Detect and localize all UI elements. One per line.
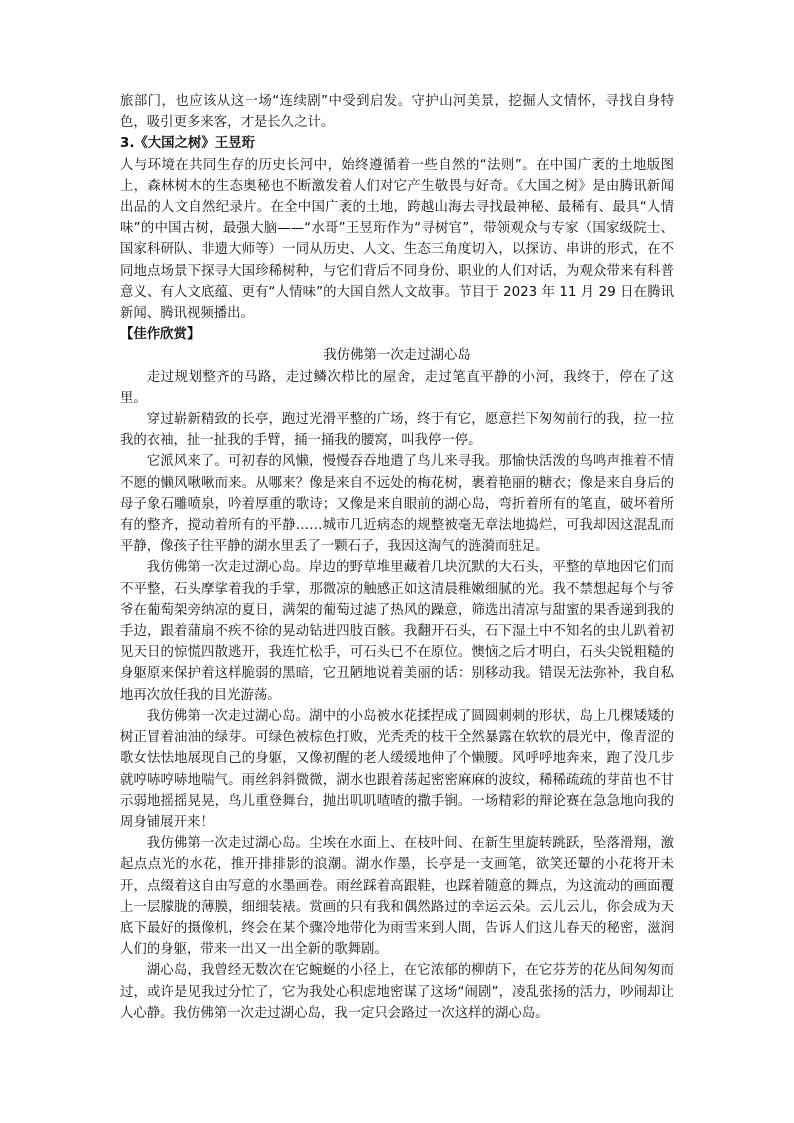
article-paragraph: 穿过崭新精致的长亭，跑过光滑平整的广场，终于有它，愿意拦下匆匆前行的我，拉一拉我的衣袖，扯一扯我的手臂，捅一捅我的腰窝，叫我停一停。: [120, 412, 674, 449]
article-paragraph: 我仿佛第一次走过湖心岛。尘埃在水面上、在枝叶间、在新生里旋转跳跃，坠落滑翔，激起点点光的水花，推开排排影的浪潮。湖水作墨，长亭是一支画笔，欲笑还颦的小花将开未开，点缀着这自由写意的水墨画卷。雨丝踩着高跟鞋，也踩着随意的舞点，为这流动的画面覆上一层朦胧的薄膜，细细装裱。赏画的只有我和偶然路过的幸运云朵。云儿云儿，你会成为天底下最好的摄像机，终会在某个骤冷地带化为雨雪来到人間，告诉人们这儿春天的秘密，滋润人们的身躯，带来一出又一出全新的歌舞剧。: [120, 836, 674, 958]
article-paragraph: 湖心岛，我曾经无数次在它蜿蜒的小径上，在它浓郁的柳荫下，在它芬芳的花丛间匆匆而过，或许是见我过分忙了，它为我处心积虑地密谋了这场“闹剧”，凌乱张扬的活力，吵闹却让人心静。我仿佛第一次走过湖心岛，我一定只会路过一次这样的湖心岛。: [120, 963, 674, 1021]
section-3-body: 人与环境在共同生存的历史长河中，始终遵循着一些自然的“法则”。在中国广袤的土地版图上，森林树木的生态奥秘也不断激发着人们对它产生敬畏与好奇。《大国之树》是由腾讯新闻出品的人文自然纪录片。在全中国广袤的土地，跨越山海去寻找最神秘、最稀有、最具“人情味”的中国古树，最强大脑——“水哥”王昱珩作为“寻树官”，带领观众与专家（国家级院士、国家科研队、非遗大师等）一同从历史、人文、生态三角度切入，以探访、串讲的形式，在不同地点场景下探寻大国珍稀树种，与它们背后不同身份、职业的人们对话，为观众带来有科普意义、有人文底蕴、更有“人情味”的大国自然人文故事。节目于 2023 年 11 月 29 日在腾讯新闻、腾讯视频播出。: [120, 157, 674, 322]
appreciation-heading: 【佳作欣赏】: [120, 327, 201, 343]
article-paragraph: 走过规划整齐的马路，走过鳞次栉比的屋舍，走过笔直平静的小河，我终于，停在了这里。: [120, 369, 674, 406]
section-3-heading: 3.《大国之树》王昱珩: [120, 136, 255, 152]
article-paragraph: 我仿佛第一次走过湖心岛。湖中的小岛被水花揉捏成了圆圆刺刺的形状，岛上几棵矮矮的树正冒着油油的绿芽。可绿色被棕色打败，光秃秃的枝干全然暴露在软软的晨光中，像青涩的歌女怯怯地展现自己的身躯，又像初醒的老人缓缓地伸了个懒腰。风呼呼地奔来，跑了没几步就哼哧哼哧地喘气。雨丝斜斜微微，湖水也跟着荡起密密麻麻的波纹，稀稀疏疏的芽苗也不甘示弱地摇摇晃晃，鸟儿重登舞台，抛出叽叽喳喳的撒手锏。一场精彩的辩论赛在急急地向我的周身铺展开来！: [120, 708, 674, 830]
article-title: 我仿佛第一次走过湖心岛: [323, 348, 471, 364]
article-paragraph: 我仿佛第一次走过湖心岛。岸边的野草堆里藏着几块沉默的大石头，平整的草地因它们而不平整，石头摩挲着我的手掌，那微凉的触感正如这清晨稚嫩细腻的光。我不禁想起每个与爷爷在葡萄架旁纳凉的夏日，满架的葡萄过滤了热风的躁意，筛选出清凉与甜蜜的果香递到我的手边，跟着蒲扇不疾不徐的晃动钻进四肢百骸。我翻开石头，石下湿土中不知名的虫儿趴着初见天日的惊慌四散逃开，我连忙松手，可石头已不在原位。懊恼之后才明白，石头尖锐粗糙的身躯原来保护着这样脆弱的黑暗，它丑陋地说着美丽的话：别移动我。错误无法弥补，我自私地再次放任我的目光游荡。: [120, 560, 674, 703]
article-paragraph: 它派风来了。可初春的风懒，慢慢吞吞地遣了鸟儿来寻我。那愉快活泼的鸟鸣声推着不情不愿的懒风啾啾而来。从哪来？像是来自不远处的梅花树，裹着艳丽的糖衣；像是来自身后的母子象石雕喷泉，吟着厚重的歌诗；又像是来自眼前的湖心岛，弯折着所有的笔直，破坏着所有的整齐，搅动着所有的平静……城市几近病态的规整被毫无章法地捣烂，可我却因这混乱而平静，像孩子往平静的湖水里丢了一颗石子，我因这淘气的涟漪而驻足。: [120, 454, 674, 555]
document-page: [120, 91, 674, 1024]
intro-paragraph: 旅部门，也应该从这一场“连续剧”中受到启发。守护山河美景，挖掘人文情怀，寻找自身特色，吸引更多来客，才是长久之计。: [120, 94, 674, 131]
